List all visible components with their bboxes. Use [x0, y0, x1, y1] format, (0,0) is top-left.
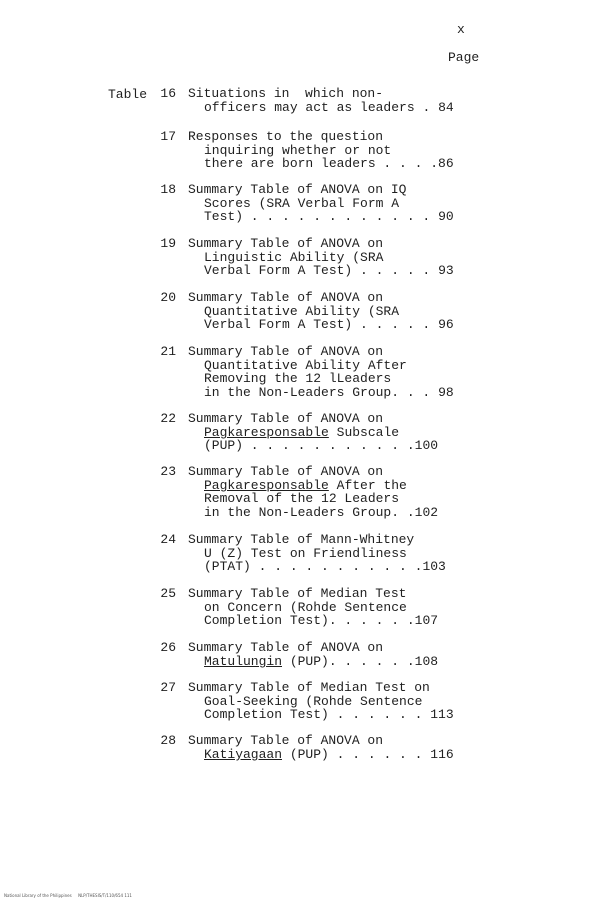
entry-title-line: Goal-Seeking (Rohde Sentence	[204, 694, 423, 709]
entry-title-line: Responses to the question	[188, 129, 384, 144]
entry-title-line: Completion Test). . . . . .	[204, 613, 415, 628]
entry-page: 116	[430, 747, 454, 762]
entry-title-line: Subscale	[336, 425, 400, 440]
entry-leader: .	[422, 100, 431, 115]
entry-number: 27	[160, 680, 176, 695]
entry-page: 96	[438, 317, 454, 332]
entry-number: 25	[160, 586, 176, 601]
entry-title-line: Summary Table of Median Test on	[188, 680, 430, 695]
entry-title-line: (PTAT) . . . . . . . . . . .	[204, 559, 423, 574]
entry-title-line: Summary Table of ANOVA on	[188, 236, 384, 251]
entry-title-line: Summary Table of Mann-Whitney	[188, 532, 415, 547]
entry-page: 93	[438, 263, 454, 278]
entry-page: 98	[438, 385, 454, 400]
table-label: Table	[108, 87, 148, 102]
entry-title-line: in the Non-Leaders Group. . .	[204, 385, 431, 400]
entry-title-line: Removing the 12 lLeaders	[204, 371, 392, 386]
entry-title-term: Pagkaresponsable	[204, 425, 329, 440]
entry-number: 23	[160, 464, 176, 479]
entry-page: 84	[438, 100, 454, 115]
entry-title-line: officers may act as leaders	[204, 100, 415, 115]
entry-title-line: Completion Test) . . . . . .	[204, 707, 423, 722]
entry-title-line: Summary Table of ANOVA on	[188, 411, 384, 426]
footer-code: NLP/THESIS/T/110/654 111	[78, 893, 132, 898]
entry-page: 100	[414, 438, 439, 453]
entry-title-line: (PUP) . . . . . .	[289, 747, 423, 762]
entry-title-line: Summary Table of ANOVA on	[188, 733, 384, 748]
entry-title-line: Scores (SRA Verbal Form A	[204, 196, 400, 211]
entry-title-line: Summary Table of ANOVA on	[188, 344, 384, 359]
entry-title-line: inquiring whether or not	[204, 143, 392, 158]
entry-number: 22	[160, 411, 176, 426]
entry-title-line: Summary Table of ANOVA on	[188, 640, 384, 655]
entry-page: 90	[438, 209, 454, 224]
entry-title-line: Situations in which non-	[188, 86, 384, 101]
entry-page: 103	[422, 559, 446, 574]
entry-title-line: Summary Table of ANOVA on	[188, 290, 384, 305]
entry-title-line: Verbal Form A Test) . . . . .	[204, 263, 431, 278]
page-numeral: x	[457, 22, 465, 37]
entry-number: 24	[160, 532, 176, 547]
entry-page: 107	[414, 613, 439, 628]
entry-page: 113	[430, 707, 454, 722]
entry-number: 28	[160, 733, 176, 748]
entry-number: 26	[160, 640, 176, 655]
entry-title-line: in the Non-Leaders Group. .	[204, 505, 415, 520]
footer-library: National Library of the Philippines	[4, 893, 72, 898]
entry-title-line: there are born leaders . . . .	[204, 156, 439, 171]
entry-page: 102	[414, 505, 439, 520]
entry-page: 108	[414, 654, 439, 669]
entry-title-term: Pagkaresponsable	[204, 478, 329, 493]
entry-title-line: on Concern (Rohde Sentence	[204, 600, 407, 615]
entry-title-line: Summary Table of Median Test	[188, 586, 407, 601]
entry-number: 20	[160, 290, 176, 305]
entry-title-line: U (Z) Test on Friendliness	[204, 546, 407, 561]
entry-number: 16	[160, 86, 176, 101]
entry-title-line: Quantitative Ability (SRA	[204, 304, 400, 319]
entry-number: 19	[160, 236, 176, 251]
entry-title-line: Summary Table of ANOVA on	[188, 464, 384, 479]
entry-title-line: (PUP). . . . . .	[289, 654, 415, 669]
entry-title-term: Katiyagaan	[204, 747, 283, 762]
entry-title-line: After the	[336, 478, 407, 493]
entry-title-line: (PUP) . . . . . . . . . . .	[204, 438, 415, 453]
entry-title-line: Quantitative Ability After	[204, 358, 407, 373]
entry-number: 17	[160, 129, 176, 144]
entry-title-line: Summary Table of ANOVA on IQ	[188, 182, 407, 197]
entry-title-term: Matulungin	[204, 654, 283, 669]
archive-footer	[4, 893, 132, 898]
entry-title-line: Verbal Form A Test) . . . . .	[204, 317, 431, 332]
entry-number: 18	[160, 182, 176, 197]
entry-title-line: Test) . . . . . . . . . . . .	[204, 209, 431, 224]
entry-number: 21	[160, 344, 176, 359]
entry-title-line: Removal of the 12 Leaders	[204, 491, 400, 506]
entry-page: 86	[438, 156, 454, 171]
entry-title-line: Linguistic Ability (SRA	[204, 250, 384, 265]
page-column-label: Page	[448, 50, 480, 65]
